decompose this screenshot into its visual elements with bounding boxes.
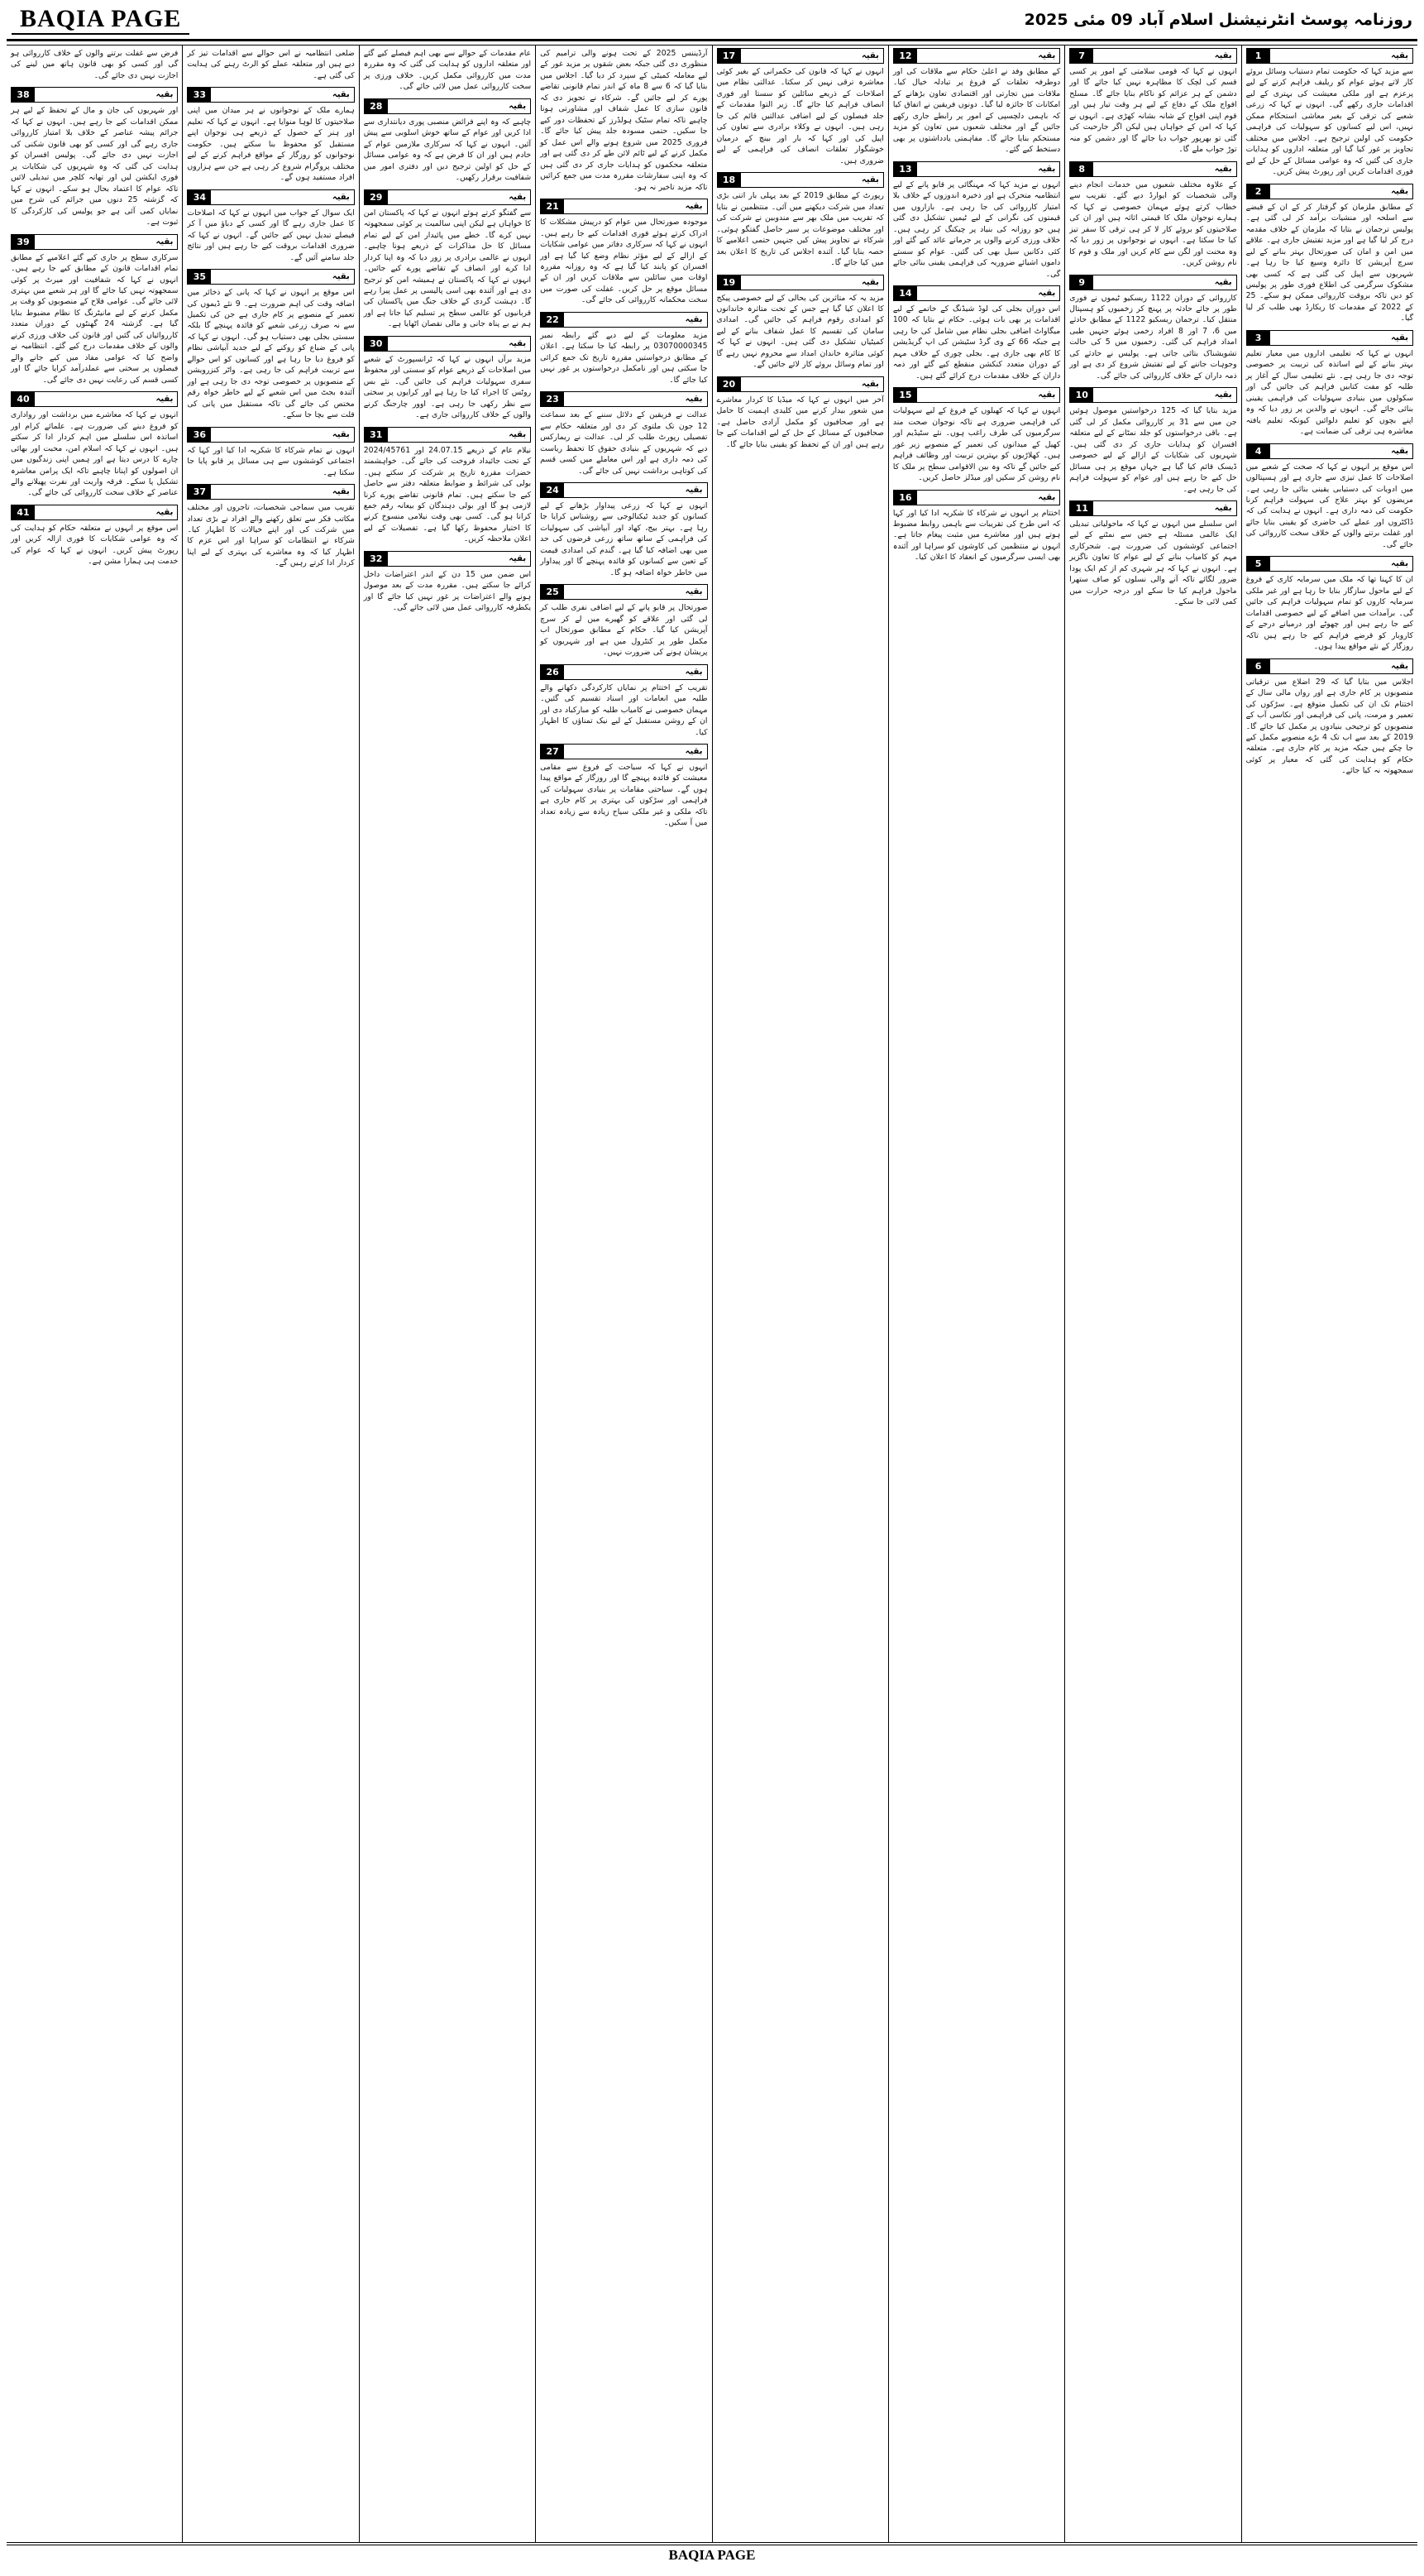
article-body: انہوں نے کہا کہ معاشرے میں برداشت اور رواداری کو فروغ دینے کی ضرورت ہے۔ علمائے کرام اور اساتذہ اس سلسلے میں اہم کردار ادا کر سکتے ہیں۔ انہوں نے کہا کہ اسلام امن، محبت اور بھائی چارے کا درس دیتا ہے اور ہمیں اپنی زندگیوں میں ان اصولوں کو اپنانا چاہیے تاکہ ایک پرامن معاشرہ تشکیل پا سکے۔ فرقہ واریت اور نفرت پھیلانے والے عناصر کے خلاف سخت کارروائی کی جائے گی۔ [11, 410, 179, 498]
article-header [1069, 387, 1236, 403]
continuation-label: بقیہ [509, 338, 527, 348]
article-block [187, 87, 354, 183]
continuation-label: بقیہ [1214, 390, 1232, 400]
article-body: موجودہ صورتحال میں عوام کو درپیش مشکلات کا ادراک کرتے ہوئے فوری اقدامات کیے جا رہے ہیں۔ انہوں نے کہا کہ سرکاری دفاتر میں عوامی شکایات کے ازالے کے لیے مؤثر نظام وضع کیا گیا ہے اور افسران کو پابند کیا گیا ہے کہ وہ روزانہ مقررہ اوقات میں سائلین سے ملاقات کریں اور ان کے مسائل موقع پر حل کریں۔ غفلت کی صورت میں سخت محکمانہ کارروائی کی جائے گی۔ [540, 218, 708, 305]
article-number: 14 [894, 286, 917, 300]
continuation-label: بقیہ [332, 429, 350, 439]
article-header [364, 189, 531, 205]
article-body: کے مطابق وفد نے اعلیٰ حکام سے ملاقات کی اور دوطرفہ تعلقات کے فروغ پر تبادلہ خیال کیا۔ ملاقات میں تجارتی اور اقتصادی تعاون بڑھانے کے امکانات کا جائزہ لیا گیا۔ دونوں فریقین نے اتفاق کیا کہ باہمی دلچسپی کے امور پر رابطے جاری رکھے جائیں گے اور مختلف شعبوں میں تعاون کو مزید مستحکم بنایا جائے گا۔ مفاہمتی یادداشتوں پر بھی دستخط کیے گئے۔ [892, 67, 1061, 155]
article-body: آرڈیننس 2025 کے تحت ہونے والی ترامیم کی منظوری دی گئی جبکہ بعض شقوں پر مزید غور کے لیے معاملہ کمیٹی کے سپرد کر دیا گیا۔ اجلاس میں بتایا گیا کہ 6 سے 8 ماہ کے اندر تمام قانونی تقاضے پورے کر لیے جائیں گے۔ شرکاء نے تجویز دی کہ قانون سازی کا عمل شفاف اور مشاورتی ہونا چاہیے تاکہ تمام سٹیک ہولڈرز کے تحفظات دور کیے جا سکیں۔ حتمی مسودہ جلد پیش کیا جائے گا۔ فروری 2025 میں شروع ہونے والے اس عمل کو مکمل کرنے کے لیے ٹائم لائن طے کر دی گئی ہے اور متعلقہ محکموں کو ہدایات جاری کر دی گئی ہیں کہ وہ اپنی سفارشات مقررہ مدت میں جمع کرائیں تاکہ مزید تاخیر نہ ہو۔ [540, 49, 708, 192]
article-number: 9 [1070, 275, 1093, 290]
continuation-label: بقیہ [332, 487, 350, 497]
article-number: 31 [365, 428, 388, 442]
article-header [893, 387, 1060, 403]
article-block [717, 172, 884, 268]
article-header [364, 551, 531, 567]
article-body: اس سلسلے میں انہوں نے کہا کہ ماحولیاتی تبدیلی ایک عالمی مسئلہ ہے جس سے نمٹنے کے لیے اجتماعی کوششوں کی ضرورت ہے۔ شجرکاری مہم کو کامیاب بنانے کے لیے عوام کا تعاون ناگزیر ہے۔ انہوں نے کہا کہ ہر شہری کم از کم ایک پودا ضرور لگائے تاکہ آنے والی نسلوں کو صاف ستھرا ماحول فراہم کیا جا سکے اور درجہ حرارت میں کمی لائی جا سکے۔ [1069, 520, 1237, 607]
article-header [540, 391, 707, 407]
article-block [364, 189, 531, 330]
article-body: ہمارے ملک کے نوجوانوں نے ہر میدان میں اپنی صلاحیتوں کا لوہا منوایا ہے۔ انہوں نے کہا کہ تعلیم اور ہنر کے حصول کے ذریعے ہی نوجوان اپنے مستقبل کو محفوظ بنا سکتے ہیں۔ حکومت نوجوانوں کو روزگار کے مواقع فراہم کرنے کے لیے مختلف پروگرام شروع کر رہی ہے جن سے ہزاروں افراد مستفید ہوں گے۔ [187, 106, 355, 183]
article-header [893, 285, 1060, 301]
article-block [364, 48, 531, 93]
article-header [11, 505, 178, 520]
article-header [717, 172, 884, 188]
article-body: مزید برآں انہوں نے کہا کہ ٹرانسپورٹ کے شعبے میں اصلاحات کے ذریعے عوام کو سستی اور محفوظ سفری سہولیات فراہم کی جائیں گی۔ نئے بس روٹس کا اجراء کیا جا رہا ہے اور کرایوں پر سختی سے نظر رکھی جا رہی ہے۔ اوور چارجنگ کرنے والوں کے خلاف کارروائی جاری ہے۔ [363, 354, 532, 420]
article-number: 17 [718, 49, 741, 63]
article-body: کے علاوہ مختلف شعبوں میں خدمات انجام دینے والی شخصیات کو ایوارڈ دیے گئے۔ تقریب سے خطاب کرتے ہوئے مہمان خصوصی نے کہا کہ ہمارے نوجوان ملک کا قیمتی اثاثہ ہیں اور ان کی صلاحیتوں کو بروئے کار لا کر ہی ترقی کا سفر تیز کیا جا سکتا ہے۔ انہوں نے نوجوانوں پر زور دیا کہ وہ محنت اور لگن سے کام کریں اور ملک و قوم کا نام روشن کریں۔ [1069, 180, 1237, 268]
article-body: اس دوران بجلی کی لوڈ شیڈنگ کے خاتمے کے لیے اقدامات پر بھی بات ہوئی۔ حکام نے بتایا کہ 100 میگاواٹ اضافی بجلی نظام میں شامل کی جا رہی ہے جبکہ 66 کے وی گرڈ سٹیشن کی اپ گریڈیشن کا کام بھی جاری ہے۔ بجلی چوری کے خلاف مہم کے دوران متعدد کنکشن منقطع کیے گئے اور ذمہ داران کے خلاف مقدمات درج کرائے گئے ہیں۔ [892, 304, 1061, 381]
continuation-label: بقیہ [1038, 51, 1056, 60]
article-number: 26 [541, 665, 564, 679]
article-number: 16 [894, 491, 917, 505]
article-header [540, 482, 707, 498]
article-block [540, 199, 707, 306]
col-5 [535, 45, 711, 2542]
article-body: انہوں نے مزید کہا کہ مہنگائی پر قابو پانے کے لیے انتظامیہ متحرک ہے اور ذخیرہ اندوزوں کے خلاف بلا امتیاز کارروائی کی جا رہی ہے۔ بازاروں میں قیمتوں کی نگرانی کے لیے ٹیمیں تشکیل دی گئی ہیں جو روزانہ کی بنیاد پر چیکنگ کر رہی ہیں۔ خلاف ورزی کرنے والوں پر جرمانے عائد کیے گئے اور کئی دکانیں سیل بھی کی گئیں۔ عوام کو سستے داموں اشیائے ضروریہ کی فراہمی یقینی بنائی جائے گی۔ [892, 180, 1061, 279]
article-body: مزید معلومات کے لیے دیے گئے رابطہ نمبر 03070000345 پر رابطہ کیا جا سکتا ہے۔ اعلان کے مطابق درخواستیں مقررہ تاریخ تک جمع کرائی جا سکتی ہیں اور نامکمل درخواستوں پر غور نہیں کیا جائے گا۔ [540, 330, 708, 385]
continuation-label: بقیہ [1391, 559, 1408, 569]
article-number: 7 [1070, 49, 1093, 63]
continuation-label: بقیہ [685, 587, 703, 597]
article-header [364, 98, 531, 114]
article-body: انہوں نے کہا کہ قومی سلامتی کے امور پر کسی قسم کی لچک کا مظاہرہ نہیں کیا جائے گا اور دشمن کے ہر عزائم کو ناکام بنایا جائے گا۔ مسلح افواج ملک کے دفاع کے لیے ہر وقت تیار ہیں اور قوم اپنی افواج کے شانہ بشانہ کھڑی ہے۔ انہوں نے کہا کہ امن کے خواہاں ہیں لیکن اگر جارحیت کی گئی تو بھرپور جواب دیا جائے گا اور دشمن کو منہ توڑ جواب ملے گا۔ [1069, 67, 1237, 155]
article-number: 39 [12, 235, 35, 249]
article-number: 5 [1247, 557, 1270, 571]
article-number: 29 [365, 190, 388, 204]
article-block [1246, 48, 1413, 178]
article-number: 37 [188, 485, 211, 499]
article-block [717, 275, 884, 371]
article-body: اس موقع پر انہوں نے متعلقہ حکام کو ہدایت کی کہ وہ عوامی شکایات کا فوری ازالہ کریں اور رپورٹ پیش کریں۔ انہوں نے کہا کہ عوام کی خدمت ہی ہمارا مشن ہے۔ [11, 523, 179, 567]
article-number: 22 [541, 313, 564, 327]
article-header [1069, 275, 1236, 290]
article-block [1069, 161, 1236, 269]
article-block [187, 269, 354, 421]
article-block [1069, 48, 1236, 156]
continuation-label: بقیہ [1214, 164, 1232, 174]
article-header [364, 336, 531, 352]
article-block [540, 48, 707, 193]
article-body: آخر میں انہوں نے کہا کہ میڈیا کا کردار معاشرے میں شعور بیدار کرنے میں کلیدی اہمیت کا حامل ہے اور صحافیوں کو مکمل آزادی حاصل ہے۔ صحافیوں کے مسائل کے حل کے لیے اقدامات کیے جا رہے ہیں اور ان کے تحفظ کو یقینی بنایا جائے گا۔ [716, 395, 884, 449]
article-number: 18 [718, 173, 741, 187]
article-block [540, 664, 707, 738]
continuation-label: بقیہ [861, 277, 879, 287]
continuation-label: بقیہ [1038, 390, 1056, 400]
article-header [540, 664, 707, 680]
article-body: ایک سوال کے جواب میں انہوں نے کہا کہ اصلاحات کا عمل جاری رہے گا اور کسی کے دباؤ میں آ کر فیصلے تبدیل نہیں کیے جائیں گے۔ انہوں نے کہا کہ ضروری اقدامات بروقت کیے جا رہے ہیں اور نتائج جلد سامنے آئیں گے۔ [187, 208, 355, 262]
article-number: 21 [541, 199, 564, 213]
article-header [717, 376, 884, 392]
article-block [717, 376, 884, 450]
article-body: انہوں نے کہا کہ سیاحت کے فروغ سے مقامی معیشت کو فائدہ پہنچے گا اور روزگار کے مواقع پیدا ہوں گے۔ سیاحتی مقامات پر بنیادی سہولیات کی فراہمی اور سڑکوں کی بہتری پر کام جاری ہے تاکہ ملکی و غیر ملکی سیاح زیادہ سے زیادہ تعداد میں آ سکیں۔ [540, 762, 708, 828]
article-header [540, 744, 707, 759]
article-block [1069, 275, 1236, 382]
footer-logo: BAQIA PAGE [7, 2545, 1417, 2564]
continuation-label: بقیہ [861, 175, 879, 185]
article-body: اور شہریوں کی جان و مال کے تحفظ کے لیے ہر ممکن اقدامات کیے جا رہے ہیں۔ انہوں نے کہا کہ جرائم پیشہ عناصر کے خلاف بلا امتیاز کارروائی جاری رہے گی اور کسی کو بھی قانون شکنی کی اجازت نہیں دی جائے گی۔ پولیس افسران کو ہدایت کی گئی کہ وہ شہریوں کی شکایات پر فوری ایکشن لیں اور تھانہ کلچر میں تبدیلی لائیں تاکہ عوام کا اعتماد بحال ہو سکے۔ انہوں نے کہا کہ گزشتہ 25 دنوں میں جرائم کی شرح میں نمایاں کمی آئی ہے جو پولیس کی کارکردگی کا ثبوت ہے۔ [11, 106, 179, 227]
col-1 [1241, 45, 1417, 2542]
article-number: 36 [188, 428, 211, 442]
continuation-label: بقیہ [861, 51, 879, 60]
continuation-label: بقیہ [509, 101, 527, 111]
article-header [11, 87, 178, 103]
article-block [540, 312, 707, 385]
article-block [893, 285, 1060, 381]
article-header [1069, 48, 1236, 64]
article-number: 35 [188, 270, 211, 284]
article-header [187, 189, 354, 205]
continuation-label: بقیہ [332, 90, 350, 100]
article-header [1246, 443, 1413, 459]
article-block [11, 48, 178, 81]
article-header [717, 275, 884, 290]
article-body: اس موقع پر انہوں نے کہا کہ پانی کے ذخائر میں اضافہ وقت کی اہم ضرورت ہے۔ 9 نئے ڈیموں کی تعمیر کے منصوبے پر کام جاری ہے جن کی تکمیل سے نہ صرف زرعی شعبے کو فائدہ پہنچے گا بلکہ سستی بجلی بھی دستیاب ہو گی۔ انہوں نے کہا کہ پانی کے ضیاع کو روکنے کے لیے جدید آبپاشی نظام کو فروغ دیا جا رہا ہے اور کسانوں کو اس حوالے سے تربیت فراہم کی جا رہی ہے۔ واٹر کنزرویشن کے منصوبوں پر خصوصی توجہ دی جا رہی ہے اور آئندہ بجٹ میں اس شعبے کے لیے خاطر خواہ رقم مختص کی جائے گی تاکہ مستقبل میں پانی کی قلت سے بچا جا سکے۔ [187, 288, 355, 420]
article-block [717, 48, 884, 166]
article-block [893, 161, 1060, 280]
continuation-label: بقیہ [1214, 504, 1232, 513]
article-number: 32 [365, 552, 388, 566]
article-header [1069, 161, 1236, 177]
continuation-label: بقیہ [155, 90, 174, 100]
article-header [540, 584, 707, 600]
article-body: عدالت نے فریقین کے دلائل سننے کے بعد سماعت 12 جون تک ملتوی کر دی اور متعلقہ حکام سے تفصیلی رپورٹ طلب کر لی۔ عدالت نے ریمارکس دیے کہ شہریوں کے بنیادی حقوق کا تحفظ ریاست کی ذمہ داری ہے اور اس معاملے میں کسی قسم کی کوتاہی برداشت نہیں کی جائے گی۔ [540, 410, 708, 476]
article-number: 12 [894, 49, 917, 63]
column-grid [7, 45, 1417, 2543]
article-block [1246, 556, 1413, 652]
article-body: انہوں نے تمام شرکاء کا شکریہ ادا کیا اور کہا کہ اجتماعی کوششوں سے ہی مسائل پر قابو پایا جا سکتا ہے۔ [187, 445, 355, 477]
article-body: رپورٹ کے مطابق 2019 کے بعد پہلی بار اتنی بڑی تعداد میں شرکت دیکھنے میں آئی۔ منتظمین نے بتایا کہ تقریب میں ملک بھر سے مندوبین نے شرکت کی اور مختلف موضوعات پر سیر حاصل گفتگو ہوئی۔ شرکاء نے تجاویز پیش کیں جنہیں حتمی اعلامیے کا حصہ بنایا گیا۔ آئندہ اجلاس کی تاریخ کا اعلان بعد میں کیا جائے گا۔ [716, 191, 884, 268]
article-number: 20 [718, 377, 741, 391]
article-block [893, 387, 1060, 483]
article-header [1246, 658, 1413, 674]
continuation-label: بقیہ [155, 507, 174, 517]
article-block [11, 505, 178, 567]
article-body: ان کا کہنا تھا کہ ملک میں سرمایہ کاری کے فروغ کے لیے ماحول سازگار بنایا جا رہا ہے اور غیر ملکی سرمایہ کاروں کو تمام سہولیات فراہم کی جائیں گی۔ برآمدات میں اضافے کے لیے خصوصی اقدامات کیے جا رہے ہیں اور چھوٹے اور درمیانے درجے کے کاروبار کو قرضے فراہم کیے جا رہے ہیں تاکہ روزگار کے نئے مواقع پیدا ہوں۔ [1245, 575, 1413, 652]
article-body: کے مطابق ملزمان کو گرفتار کر کے ان کے قبضے سے اسلحہ اور منشیات برآمد کر لی گئی ہے۔ پولیس ترجمان نے بتایا کہ ملزمان کے خلاف مقدمہ درج کر لیا گیا ہے اور مزید تفتیش جاری ہے۔ علاقے میں امن و امان کی صورتحال بہتر بنانے کے لیے سرچ آپریشن کا دائرہ وسیع کیا جا رہا ہے۔ شہریوں سے اپیل کی گئی ہے کہ کسی بھی مشکوک سرگرمی کی اطلاع فوری طور پر پولیس کو دیں تاکہ بروقت کارروائی ممکن ہو سکے۔ 25 کے 2022 کے مقدمات کا ریکارڈ بھی طلب کر لیا گیا۔ [1245, 202, 1413, 323]
continuation-label: بقیہ [1391, 661, 1408, 671]
continuation-label: بقیہ [509, 553, 527, 563]
article-body: اس موقع پر انہوں نے کہا کہ صحت کے شعبے میں اصلاحات کا عمل تیزی سے جاری ہے اور ہسپتالوں میں ادویات کی دستیابی یقینی بنائی جا رہی ہے۔ مریضوں کو بہتر علاج کی سہولت فراہم کرنا حکومت کی ذمہ داری ہے۔ انہوں نے ہدایت کی کہ ڈاکٹروں اور عملے کی حاضری کو یقینی بنایا جائے اور غفلت برتنے والوں کے خلاف سخت کارروائی کی جائے گی۔ [1245, 462, 1413, 549]
continuation-label: بقیہ [1391, 333, 1408, 342]
article-header [1069, 500, 1236, 516]
article-body: تقریب کے اختتام پر نمایاں کارکردگی دکھانے والے طلبہ میں انعامات اور اسناد تقسیم کی گئیں۔ مہمان خصوصی نے کامیاب طلبہ کو مبارکباد دی اور ان کے روشن مستقبل کے لیے نیک تمناؤں کا اظہار کیا۔ [540, 682, 708, 737]
article-block [364, 336, 531, 421]
col-8 [7, 45, 182, 2542]
article-block [1246, 184, 1413, 324]
continuation-label: بقیہ [861, 379, 879, 389]
continuation-label: بقیہ [685, 314, 703, 324]
article-body: فرض سے غفلت برتنے والوں کے خلاف کارروائی ہو گی اور کسی کو بھی قانون ہاتھ میں لینے کی اجازت نہیں دی جائے گی۔ [11, 49, 179, 80]
continuation-label: بقیہ [1391, 186, 1408, 196]
article-block [187, 48, 354, 81]
article-header [1246, 556, 1413, 572]
article-header [1246, 184, 1413, 199]
article-number: 6 [1247, 659, 1270, 673]
article-header [893, 48, 1060, 64]
article-body: سے گفتگو کرتے ہوئے انہوں نے کہا کہ پاکستان امن کا خواہاں ہے لیکن اپنی سالمیت پر کوئی سمجھوتہ نہیں کرے گا۔ خطے میں پائیدار امن کے لیے تمام مسائل کا حل مذاکرات کے ذریعے ہونا چاہیے۔ انہوں نے عالمی برادری پر زور دیا کہ وہ اپنا کردار ادا کرے اور انصاف کے تقاضے پورے کیے جائیں۔ انہوں نے کہا کہ پاکستان نے ہمیشہ امن کو ترجیح دی ہے اور آئندہ بھی اسی پالیسی پر عمل پیرا رہے گا۔ دہشت گردی کے خلاف جنگ میں پاکستان کی قربانیوں کو عالمی سطح پر تسلیم کیا جاتا ہے اور ہم نے بے پناہ جانی و مالی نقصان اٹھایا ہے۔ [363, 208, 532, 329]
article-body: اجلاس میں بتایا گیا کہ 29 اضلاع میں ترقیاتی منصوبوں پر کام جاری ہے اور رواں مالی سال کے اختتام تک ان کی تکمیل متوقع ہے۔ سڑکوں کی تعمیر و مرمت، پانی کی فراہمی اور نکاسی آب کے منصوبوں کو ترجیحی بنیادوں پر مکمل کیا جائے گا۔ 2019 کے بعد سے اب تک 4 بڑے منصوبے مکمل کیے جا چکے ہیں جبکہ مزید پر کام جاری ہے۔ متعلقہ حکام کو ہدایت کی گئی کہ معیار پر کوئی سمجھوتہ نہ کیا جائے۔ [1245, 677, 1414, 776]
continuation-label: بقیہ [1214, 51, 1232, 60]
article-number: 24 [541, 483, 564, 497]
continuation-label: بقیہ [1038, 164, 1056, 174]
article-number: 30 [365, 337, 388, 351]
article-number: 13 [894, 162, 917, 176]
col-2 [1064, 45, 1240, 2542]
article-body: تقریب میں سماجی شخصیات، تاجروں اور مختلف مکاتب فکر سے تعلق رکھنے والے افراد نے بڑی تعداد میں شرکت کی اور اپنے خیالات کا اظہار کیا۔ شرکاء نے انتظامات کو سراہا اور اس عزم کا اظہار کیا کہ وہ معاشرے کی بہتری کے لیے اپنا کردار ادا کرتے رہیں گے۔ [187, 503, 355, 568]
article-header [1246, 330, 1413, 346]
article-block [11, 87, 178, 227]
article-block [540, 482, 707, 578]
article-body: مزید بتایا گیا کہ 125 درخواستیں موصول ہوئیں جن میں سے 31 پر کارروائی مکمل کر لی گئی ہے۔ باقی درخواستوں کو جلد نمٹانے کے لیے متعلقہ افسران کو ہدایات جاری کر دی گئی ہیں۔ شہریوں کی شکایات کے ازالے کے لیے خصوصی ڈیسک قائم کیا گیا ہے جہاں موقع پر ہی مسائل حل کیے جا رہے ہیں اور عوام کو سہولت فراہم کی جا رہی ہے۔ [1069, 406, 1237, 494]
article-number: 28 [365, 99, 388, 113]
article-number: 40 [12, 392, 35, 406]
continuation-label: بقیہ [1391, 51, 1408, 60]
article-block [1246, 443, 1413, 551]
continuation-label: بقیہ [509, 192, 527, 202]
article-header [187, 484, 354, 500]
continuation-label: بقیہ [1038, 288, 1056, 298]
article-body: سے مزید کہا کہ حکومت تمام دستیاب وسائل بروئے کار لاتے ہوئے عوام کو ریلیف فراہم کرنے کے لیے پرعزم ہے اور ملکی معیشت کی بہتری کے لیے اقدامات جاری رکھے گی۔ انہوں نے کہا کہ زرعی شعبے کی ترقی کے بغیر معاشی استحکام ممکن نہیں، اس لیے کسانوں کو سہولیات کی فراہمی حکومت کی اولین ترجیح ہے۔ اجلاس میں مختلف تجاویز پر غور کیا گیا اور متعلقہ اداروں کو ہدایات جاری کی گئیں کہ وہ عوامی مسائل کے حل کے لیے فوری اقدامات کریں اور رپورٹ پیش کریں۔ [1245, 67, 1413, 177]
article-block [187, 484, 354, 569]
article-block [364, 551, 531, 614]
article-body: انہوں نے کہا کہ تعلیمی اداروں میں معیار تعلیم بہتر بنانے کے لیے اساتذہ کی تربیت پر خصوصی توجہ دی جا رہی ہے۔ نئے تعلیمی سال کے آغاز پر طلبہ کو مفت کتابیں فراہم کی جائیں گی اور سکولوں میں بنیادی سہولیات کی فراہمی یقینی بنائی جائے گی۔ انہوں نے والدین پر زور دیا کہ وہ اپنے بچوں کو تعلیم دلوائیں کیونکہ تعلیم یافتہ معاشرہ ہی ترقی کی ضمانت ہے۔ [1245, 348, 1413, 437]
article-number: 41 [12, 505, 35, 520]
article-number: 8 [1070, 162, 1093, 176]
article-block [1069, 500, 1236, 608]
article-body: صورتحال پر قابو پانے کے لیے اضافی نفری طلب کر لی گئی اور علاقے کو گھیرے میں لے کر سرچ آپریشن کیا گیا۔ حکام کے مطابق صورتحال اب مکمل طور پر کنٹرول میں ہے اور شہریوں کو پریشان ہونے کی ضرورت نہیں۔ [540, 603, 708, 658]
article-number: 38 [12, 88, 35, 102]
col-7 [182, 45, 358, 2542]
article-body: مزید یہ کہ متاثرین کی بحالی کے لیے خصوصی پیکج کا اعلان کیا گیا ہے جس کے تحت متاثرہ خاندانوں کو امدادی رقوم فراہم کی جائیں گی۔ امدادی سامان کی تقسیم کا عمل شفاف بنانے کے لیے کمیٹیاں تشکیل دی گئی ہیں۔ انہوں نے کہا کہ کوئی متاثرہ خاندان امداد سے محروم نہیں رہے گا اور تمام وسائل بروئے کار لائے جائیں گے۔ [716, 293, 884, 370]
article-body: عام مقدمات کے حوالے سے بھی اہم فیصلے کیے گئے اور متعلقہ اداروں کو ہدایت کی گئی کہ وہ مقررہ مدت میں کارروائی مکمل کریں۔ خلاف ورزی پر سخت کارروائی عمل میں لائی جائے گی۔ [363, 49, 532, 92]
continuation-label: بقیہ [685, 202, 703, 212]
continuation-label: بقیہ [332, 192, 350, 202]
article-header [540, 199, 707, 214]
article-block [540, 391, 707, 476]
continuation-label: بقیہ [1391, 446, 1408, 456]
article-block [11, 391, 178, 499]
article-body: چاہیے کہ وہ اپنے فرائض منصبی پوری دیانتداری سے ادا کریں اور عوام کے ساتھ خوش اسلوبی سے پیش آئیں۔ انہوں نے کہا کہ سرکاری ملازمین عوام کے خادم ہیں اور ان کا فرض ہے کہ وہ عوامی مسائل کے حل کو اولین ترجیح دیں اور دفتری امور میں شفافیت برقرار رکھیں۔ [363, 117, 532, 183]
article-body: انہوں نے کہا کہ زرعی پیداوار بڑھانے کے لیے کسانوں کو جدید ٹیکنالوجی سے روشناس کرایا جا رہا ہے۔ بہتر بیج، کھاد اور آبپاشی کی سہولیات کی فراہمی کے ساتھ ساتھ زرعی قرضوں کی حد میں بھی اضافہ کیا گیا ہے۔ گندم کی امدادی قیمت کے تعین سے کسانوں کو فائدہ پہنچے گا اور پیداوار میں خاطر خواہ اضافہ ہو گا۔ [540, 501, 708, 577]
article-block [1246, 658, 1413, 777]
article-header [364, 427, 531, 443]
article-header [893, 161, 1060, 177]
article-block [1246, 330, 1413, 438]
article-number: 10 [1070, 388, 1093, 402]
article-body: کارروائی کے دوران 1122 ریسکیو ٹیموں نے فوری طور پر جائے حادثہ پر پہنچ کر زخمیوں کو ہسپتال منتقل کیا۔ ترجمان ریسکیو 1122 کے مطابق حادثے میں 6، 7 اور 8 افراد زخمی ہوئے جنہیں طبی امداد فراہم کی گئی۔ زخمیوں میں 5 کی حالت تشویشناک بتائی جاتی ہے۔ پولیس نے حادثے کی وجوہات جاننے کے لیے تفتیش شروع کر دی ہے اور ذمہ داران کے خلاف کارروائی کی جائے گی۔ [1069, 293, 1237, 381]
article-block [540, 744, 707, 829]
col-4 [712, 45, 888, 2542]
continuation-label: بقیہ [332, 272, 350, 282]
article-number: 25 [541, 585, 564, 599]
article-body: ضلعی انتظامیہ نے اس حوالے سے اقدامات تیز کر دیے ہیں اور متعلقہ عملے کو الرٹ رہنے کی ہدایت کی گئی ہے۔ [187, 49, 355, 80]
article-block [187, 427, 354, 478]
masthead [7, 5, 1417, 41]
masthead-logo: BAQIA PAGE [12, 7, 189, 35]
article-block [893, 48, 1060, 156]
article-block [1069, 387, 1236, 495]
continuation-label: بقیہ [685, 486, 703, 495]
article-body: اختتام پر انہوں نے شرکاء کا شکریہ ادا کیا اور کہا کہ اس طرح کی تقریبات سے باہمی روابط مضبوط ہوتے ہیں اور معاشرے میں مثبت پیغام جاتا ہے۔ انہوں نے منتظمین کی کاوشوں کو سراہا اور آئندہ بھی ایسی سرگرمیوں کے انعقاد کا اعلان کیا۔ [892, 508, 1061, 563]
article-number: 23 [541, 392, 564, 406]
article-number: 3 [1247, 331, 1270, 345]
continuation-label: بقیہ [685, 667, 703, 677]
article-header [187, 87, 354, 103]
article-header [187, 269, 354, 285]
article-body: اس ضمن میں 15 دن کے اندر اعتراضات داخل کرائے جا سکتے ہیں۔ مقررہ مدت کے بعد موصول ہونے والے اعتراضات پر غور نہیں کیا جائے گا اور یکطرفہ کارروائی عمل میں لائی جائے گی۔ [363, 569, 532, 613]
article-block [364, 98, 531, 184]
article-body: نیلام عام کے ذریعے 24.07.15 اور 2024/45761 کے تحت جائیداد فروخت کی جائے گی۔ خواہشمند حضرات مقررہ تاریخ پر شرکت کر سکتے ہیں۔ بولی کی شرائط و ضوابط متعلقہ دفتر سے حاصل کیے جا سکتے ہیں۔ تمام قانونی تقاضے پورے کرنا لازمی ہو گا اور بولی دہندگان کو بیعانہ رقم جمع کرانا ہو گی۔ کسی بھی وقت نیلامی منسوخ کرنے کا اختیار محفوظ رکھا گیا ہے۔ تفصیلات کے لیے اعلان ملاحظہ کریں۔ [363, 445, 532, 544]
continuation-label: بقیہ [685, 395, 703, 405]
article-number: 11 [1070, 501, 1093, 515]
continuation-label: بقیہ [1214, 277, 1232, 287]
article-block [540, 584, 707, 658]
article-number: 2 [1247, 184, 1270, 199]
article-header [1246, 48, 1413, 64]
article-body: انہوں نے کہا کہ قانون کی حکمرانی کے بغیر کوئی معاشرہ ترقی نہیں کر سکتا۔ عدالتی نظام میں اصلاحات کے ذریعے سائلین کو سستا اور فوری انصاف فراہم کیا جائے گا۔ زیر التوا مقدمات کے جلد فیصلوں کے لیے اضافی عدالتیں قائم کی جا رہی ہیں۔ انہوں نے وکلاء برادری سے تعاون کی اپیل کی اور کہا کہ بار اور بینچ کے درمیان خوشگوار تعلقات انصاف کی فراہمی کے لیے ضروری ہیں۔ [716, 67, 884, 165]
article-block [893, 490, 1060, 563]
article-number: 27 [541, 745, 564, 759]
article-number: 34 [188, 190, 211, 204]
article-number: 19 [718, 275, 741, 290]
article-number: 15 [894, 388, 917, 402]
continuation-label: بقیہ [1038, 492, 1056, 502]
article-header [893, 490, 1060, 505]
continuation-label: بقیہ [155, 395, 174, 405]
article-block [364, 427, 531, 545]
continuation-label: بقیہ [509, 429, 527, 439]
article-block [187, 189, 354, 263]
col-6 [359, 45, 535, 2542]
article-number: 33 [188, 88, 211, 102]
continuation-label: بقیہ [155, 237, 174, 247]
col-3 [888, 45, 1064, 2542]
article-body: انہوں نے کہا کہ کھیلوں کے فروغ کے لیے سہولیات کی فراہمی ضروری ہے تاکہ نوجوان صحت مند سرگرمیوں کی طرف راغب ہوں۔ نئے سٹیڈیم اور کھیل کے میدانوں کی تعمیر کے منصوبے زیر غور ہیں۔ کھلاڑیوں کو بہترین تربیت اور وظائف فراہم کیے جائیں گے تاکہ وہ بین الاقوامی سطح پر ملک کا نام روشن کر سکیں اور میڈلز حاصل کریں۔ [892, 406, 1061, 483]
continuation-label: بقیہ [685, 746, 703, 756]
article-header [540, 312, 707, 328]
article-number: 4 [1247, 444, 1270, 458]
article-header [11, 391, 178, 407]
article-block [11, 234, 178, 386]
masthead-issue-info: روزنامہ پوسٹ انٹرنیشنل اسلام آباد 09 مئی 2025 [1024, 11, 1412, 30]
article-header [717, 48, 884, 64]
article-number: 1 [1247, 49, 1270, 63]
article-header [187, 427, 354, 443]
article-body: سرکاری سطح پر جاری کیے گئے اعلامیے کے مطابق تمام اقدامات قانون کے مطابق کیے جا رہے ہیں۔ انہوں نے کہا کہ شفافیت اور میرٹ پر کوئی سمجھوتہ نہیں کیا جائے گا اور ہر شعبے میں بہتری لائی جائے گی۔ عوامی فلاح کے منصوبوں کو وقت پر مکمل کرنے کے لیے مانیٹرنگ کا نظام مضبوط بنایا گیا ہے۔ گزشتہ 24 گھنٹوں کے دوران متعدد کارروائیاں کی گئیں اور قانون کی خلاف ورزی کرنے والوں کے خلاف مقدمات درج کیے گئے۔ انتظامیہ نے واضح کیا کہ عوامی مفاد میں کیے جانے والے فیصلوں پر سختی سے عملدرآمد کرایا جائے گا اور کسی قسم کی رعایت نہیں دی جائے گی۔ [10, 252, 179, 385]
article-header [11, 234, 178, 250]
